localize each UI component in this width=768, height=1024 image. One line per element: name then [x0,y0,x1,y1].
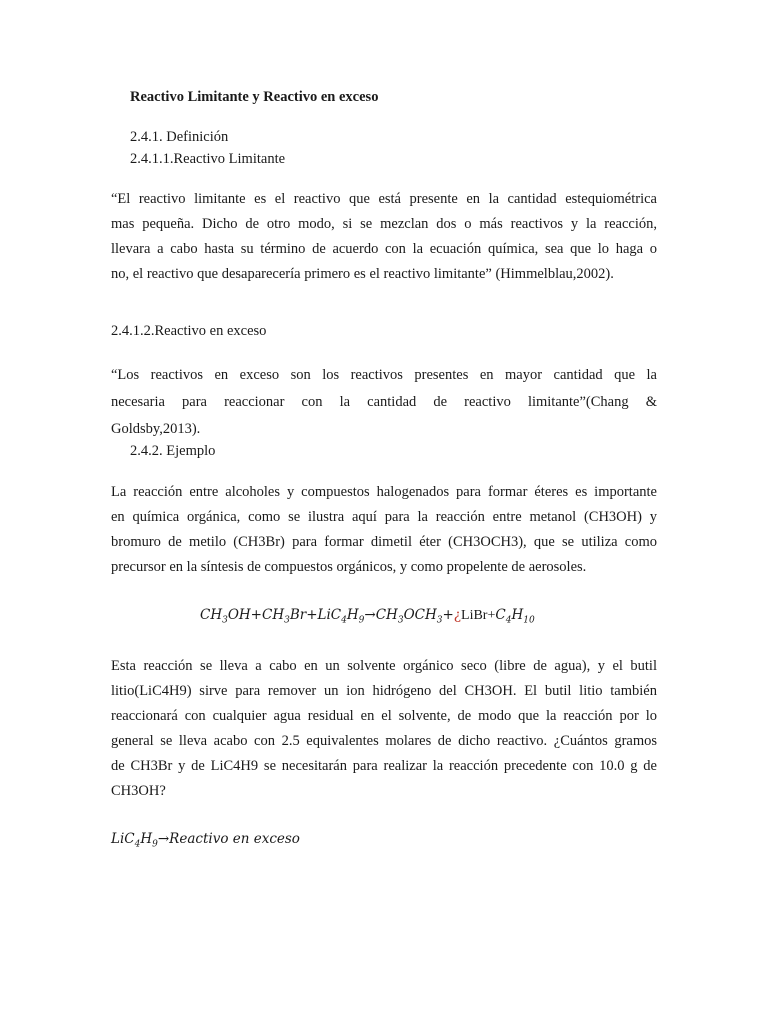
text-line: mas pequeña. Dicho de otro modo, si se mezclan dos o más reactivos y la reacción, [111,216,657,232]
equation-term: H [346,607,359,623]
text-line: precursor en la síntesis de compuestos orgánicos, y como propelente de aerosoles. [111,559,587,575]
equation-subscript: 9 [152,839,158,850]
text-line: La reacción entre alcoholes y compuestos halogenados para formar éteres es importante [111,484,657,500]
section-heading-reactivo-limitante: 2.4.1.1.Reactivo Limitante [130,151,286,167]
equation-term: LiC [111,831,135,847]
excess-reagent-equation [111,831,300,850]
equation-term: OH+CH [227,607,285,623]
equation-term: C [495,607,506,623]
text-line: general se lleva acabo con 2.5 equivalentes molares de dicho reactivo. ¿Cuántos gramos [111,733,657,749]
equation-subscript: 9 [358,615,365,626]
text-line: bromuro de metilo (CH3Br) para formar dimetil éter (CH3OCH3), que se utiliza como [111,534,657,550]
equation-term: CH [200,607,223,623]
equation-term: →CH [364,607,398,623]
text-line: “Los reactivos en exceso son los reactivos presentes en mayor cantidad que la [111,367,657,383]
text-line: CH3OH? [111,783,166,799]
equation-subscript: 3 [397,615,404,626]
text-line: “El reactivo limitante es el reactivo que está presente en la cantidad estequiométrica [111,191,657,207]
equation-subscript: 4 [341,615,347,626]
equation-subscript: 3 [284,615,290,626]
document-title: Reactivo Limitante y Reactivo en exceso [130,89,379,105]
equation-term: H [511,607,524,623]
text-line: Goldsby,2013). [111,421,201,437]
equation-term: Br+LiC [289,607,342,623]
text-line: litio(LiC4H9) sirve para remover un ion hidrógeno del CH3OH. El butil litio también [111,683,657,699]
text-line: Esta reacción se lleva a cabo en un solvente orgánico seco (libre de agua), y el butil [111,658,657,674]
equation-term: LiBr+ [461,608,496,623]
paragraph-example-intro [111,480,657,580]
text-line: de CH3Br y de LiC4H9 se necesitarán para realizar la reacción precedente con 10.0 g de [111,758,657,774]
section-heading-reactivo-exceso: 2.4.1.2.Reactivo en exceso [111,323,267,339]
equation-error-mark: ¿ [453,607,462,623]
equation-subscript: 3 [436,615,443,626]
equation-term: →Reactivo en exceso [157,831,300,847]
section-heading-definition: 2.4.1. Definición [130,129,229,145]
equation-subscript: 4 [134,839,141,850]
equation-term: OCH [403,607,437,623]
paragraph-example-question [111,654,657,804]
paragraph-limitante-definition [111,187,657,287]
text-line: reaccionará con cualquier agua residual en el solvente, de modo que la reacción por lo [111,708,657,724]
section-heading-ejemplo: 2.4.2. Ejemplo [130,443,216,459]
chemical-equation [200,607,535,626]
equation-term: H [140,831,153,847]
text-line: necesaria para reaccionar con la cantidad de reactivo limitante”(Chang & [111,394,657,410]
text-line: llevara a cabo hasta su término de acuerdo con la ecuación química, sea que lo haga o [111,241,657,257]
equation-term: + [442,607,454,623]
equation-subscript: 3 [222,615,228,626]
equation-subscript: 10 [523,615,535,626]
text-line: no, el reactivo que desaparecería primero es el reactivo limitante” (Himmelblau,2002). [111,266,614,282]
text-line: en química orgánica, como se ilustra aquí para la reacción entre metanol (CH3OH) y [111,509,657,525]
equation-subscript: 4 [505,615,512,626]
paragraph-exceso-definition [111,362,657,443]
